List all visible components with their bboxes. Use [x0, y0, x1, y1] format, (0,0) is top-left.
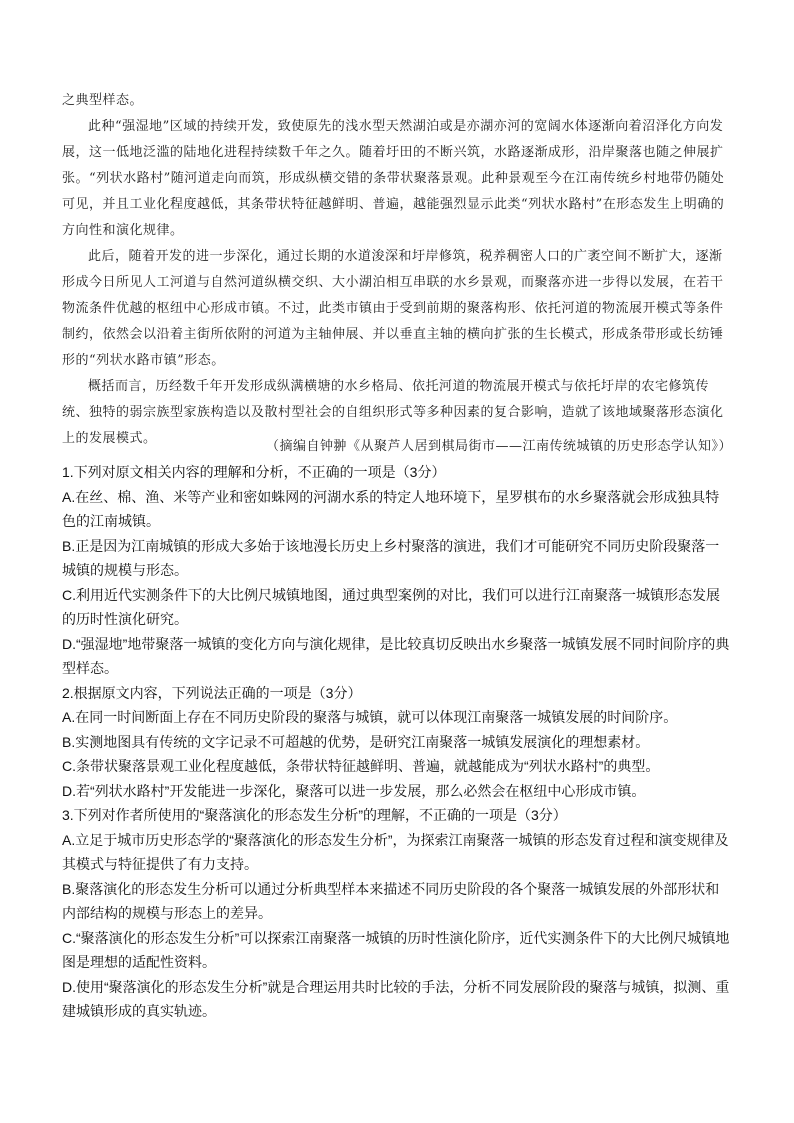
- question-2-option-a: A.在同一时间断面上存在不同历史阶段的聚落与城镇，就可以体现江南聚落一城镇发展的时间阶序。: [62, 709, 678, 725]
- question-1-stem: 1.下列对原文相关内容的理解和分析，不正确的一项是（3分）: [62, 464, 446, 480]
- passage-paragraph-1: 此种“强湿地”区域的持续开发，致使原先的浅水型天然湖泊或是亦湖亦河的宽阔水体逐渐向着沼泽化方向发展，这一低地泛滥的陆地化进程持续数千年之久。随着圩田的不断兴筑，水路逐渐成形，沿岸聚落也随之伸展扩张。“列状水路村”随河道走向而筑，形成纵横交错的条带状聚落景观。此种景观至今在江南传统乡村地带仍随处可见，并且工业化程度越低，其条带状特征越鲜明、普遍，越能强烈显示此类“列状水路村”在形态发生上明确的方向性和演化规律。: [62, 119, 725, 238]
- passage-paragraph-3: 概括而言，历经数千年开发形成纵满横塘的水乡格局、依托河道的物流展开模式与依托圩岸的农宅修筑传统、独特的弱宗族型家族构造以及散村型社会的自组织形式等多种因素的复合影响，造就了该地域聚落形态演化上的发展模式。: [62, 379, 724, 446]
- question-2-option-b: B.实测地图具有传统的文字记录不可超越的优势，是研究江南聚落一城镇发展演化的理想素材。: [62, 733, 650, 750]
- question-3-option-c: C.“聚落演化的形态发生分析”可以探索江南聚落一城镇的历时性演化阶序，近代实测条件下的大比例尺城镇地图是理想的适配性资料。: [62, 929, 730, 970]
- question-3-option-d: D.使用“聚落演化的形态发生分析”就是合理运用共时比较的手法，分析不同发展阶段的聚落与城镇，拟测、重建城镇形成的真实轨迹。: [62, 978, 730, 1019]
- question-1-option-d: D.“强湿地”地带聚落一城镇的变化方向与演化规律，是比较真切反映出水乡聚落一城镇发展不同时间阶序的典型样态。: [62, 635, 730, 676]
- question-3-option-b: B.聚落演化的形态发生分析可以通过分析典型样本来描述不同历史阶段的各个聚落一城镇发展的外部形状和内部结构的规模与形态上的差异。: [62, 880, 720, 921]
- question-2-option-c: C.条带状聚落景观工业化程度越低，条带状特征越鲜明、普遍，就越能成为“列状水路村”的典型。: [62, 758, 660, 774]
- passage-paragraph-2: 此后，随着开发的进一步深化，通过长期的水道浚深和圩岸修筑，税养稠密人口的广袤空间不断扩大，逐渐形成今日所见人工河道与自然河道纵横交织、大小湖泊相互串联的水乡景观，而聚落亦进一步得以发展，在若干物流条件优越的枢纽中心形成市镇。不过，此类市镇由于受到前期的聚落构形、依托河道的物流展开模式等条件制约，依然会以沿着主街所依附的河道为主轴伸展、并以垂直主轴的横向扩张的生长模式，形成条带形或长纺锤形的“列状水路市镇”形态。: [62, 249, 724, 368]
- question-2-stem: 2.根据原文内容，下列说法正确的一项是（3分）: [62, 684, 362, 701]
- question-1-option-b: B.正是因为江南城镇的形成大多始于该地漫长历史上乡村聚落的演进，我们才可能研究不同历史阶段聚落一城镇的规模与形态。: [62, 537, 720, 578]
- passage-source: （摘编自钟翀《从聚芦人居到棋局街市——江南传统城镇的历史形态学认知》）: [265, 439, 732, 454]
- passage-paragraph-0: 之典型样态。: [62, 93, 144, 108]
- question-list: [62, 460, 732, 1024]
- question-3-option-a: A.立足于城市历史形态学的“聚落演化的形态发生分析”，为探索江南聚落一城镇的形态发育过程和演变规律及其模式与特征提供了有力支持。: [62, 831, 729, 872]
- reading-passage: [62, 88, 732, 452]
- question-1-option-a: A.在丝、棉、渔、米等产业和密如蛛网的河湖水系的特定人地环境下，星罗棋布的水乡聚落就会形成独具特色的江南城镇。: [62, 488, 720, 529]
- question-2-option-d: D.若“列状水路村”开发能进一步深化，聚落可以进一步发展，那么必然会在枢纽中心形成市镇。: [62, 782, 646, 799]
- question-3-stem: 3.下列对作者所使用的“聚落演化的形态发生分析”的理解，不正确的一项是（3分）: [62, 807, 567, 823]
- question-1-option-c: C.利用近代实测条件下的大比例尺城镇地图，通过典型案例的对比，我们可以进行江南聚落一城镇形态发展的历时性演化研究。: [62, 586, 720, 627]
